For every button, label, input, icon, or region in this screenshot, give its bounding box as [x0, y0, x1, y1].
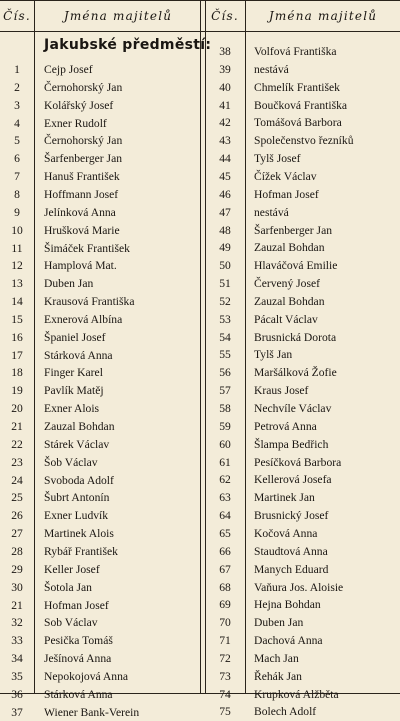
owner-name: Kraus Josef — [254, 384, 309, 398]
row-number: 42 — [219, 116, 231, 130]
row-number: 43 — [219, 134, 231, 148]
owner-name: Černohorský Jan — [44, 134, 123, 148]
owner-name: Čížek Václav — [254, 169, 317, 183]
row-number: 66 — [219, 544, 231, 558]
owner-name: Jelínková Anna — [44, 205, 116, 219]
row-number: 39 — [219, 62, 231, 76]
row-number: 48 — [219, 223, 231, 237]
owner-name: nestává — [254, 62, 289, 76]
row-number: 4 — [14, 116, 20, 130]
row-number: 63 — [219, 491, 231, 505]
row-number: 21 — [11, 598, 23, 612]
row-number: 3 — [14, 98, 20, 112]
owner-name: Pesička Tomáš — [44, 634, 113, 648]
owner-name: Červený Josef — [254, 277, 321, 291]
owner-name: Exner Ludvík — [44, 509, 109, 523]
row-number: 51 — [219, 277, 231, 291]
row-number: 29 — [11, 562, 23, 576]
row-number: 20 — [11, 402, 23, 416]
row-number: 44 — [219, 152, 231, 166]
row-number: 53 — [219, 312, 231, 326]
row-number: 41 — [219, 98, 231, 112]
owner-name: Volfová Františka — [254, 45, 337, 58]
owner-name: Hofman Josef — [44, 598, 109, 612]
row-number: 16 — [11, 330, 23, 344]
row-number: 35 — [11, 669, 23, 683]
owner-name: Hanuš František — [44, 170, 120, 184]
owner-name: Martinek Jan — [254, 491, 315, 505]
owner-name: Šimáček František — [44, 241, 130, 255]
owner-name: Maršálková Žofie — [254, 366, 337, 380]
row-number: 26 — [11, 509, 23, 523]
row-number: 7 — [14, 170, 20, 184]
owner-name: Krausová Františka — [44, 295, 135, 309]
owner-name: Duben Jan — [44, 277, 94, 291]
owner-name: Šob Václav — [44, 455, 98, 469]
row-number: 71 — [219, 634, 231, 648]
row-number: 34 — [11, 652, 23, 666]
owner-name: Pavlík Matěj — [44, 384, 104, 398]
owner-name: Stárek Václav — [44, 437, 110, 451]
owner-name: Brusnická Dorota — [254, 330, 337, 344]
owner-name: Exner Rudolf — [44, 116, 107, 130]
owner-name: Chmelík František — [254, 80, 340, 94]
owner-name: Brusnický Josef — [254, 509, 329, 523]
owner-name: Pesíčková Barbora — [254, 455, 342, 469]
owner-name: Tomášová Barbora — [254, 116, 342, 130]
owner-name: Šlampa Bedřich — [254, 437, 329, 451]
row-number: 6 — [14, 152, 20, 166]
row-number: 36 — [11, 687, 23, 701]
owner-name: Tylš Josef — [254, 152, 301, 166]
owner-name: Zauzal Bohdan — [44, 420, 115, 433]
row-number: 28 — [11, 544, 23, 558]
owner-name: Černohorský Jan — [44, 80, 123, 94]
owner-name: Nepokojová Anna — [44, 669, 129, 683]
owner-name: Hoffmann Josef — [44, 187, 119, 201]
owner-name: Kočová Anna — [254, 526, 318, 540]
owner-name: Manych Eduard — [254, 562, 329, 576]
owner-name: Staudtová Anna — [254, 544, 328, 558]
owner-name: nestává — [254, 205, 289, 219]
row-number: 37 — [11, 705, 23, 719]
owner-name: Ješínová Anna — [44, 652, 112, 666]
owner-name: Finger Karel — [44, 366, 103, 380]
header-left-owner: Jména majitelů — [63, 8, 173, 23]
row-number: 67 — [219, 562, 231, 576]
row-number: 72 — [219, 651, 231, 665]
section-title: Jakubské předměstí: — [44, 37, 212, 53]
owner-name: Hamplová Mat. — [44, 259, 117, 273]
row-number: 9 — [14, 205, 20, 219]
row-number: 25 — [11, 491, 23, 505]
owner-name: Keller Josef — [44, 562, 100, 576]
row-number: 45 — [219, 169, 231, 183]
row-number: 33 — [11, 634, 23, 648]
row-number: 61 — [219, 455, 231, 469]
row-number: 62 — [219, 473, 231, 487]
row-number: 27 — [11, 527, 23, 541]
row-number: 55 — [219, 348, 231, 362]
row-number: 73 — [219, 669, 231, 683]
owner-name: Petrová Anna — [254, 419, 317, 433]
row-number: 47 — [219, 205, 231, 219]
row-number: 74 — [219, 687, 231, 701]
owner-name: Hejna Bohdan — [254, 598, 321, 612]
owner-name: Pácalt Václav — [254, 312, 318, 326]
row-number: 52 — [219, 294, 231, 308]
owner-name: Stárková Anna — [44, 687, 113, 701]
row-number: 30 — [11, 580, 23, 594]
owner-name: Zauzal Bohdan — [254, 294, 325, 308]
row-number: 11 — [11, 241, 23, 255]
row-number: 56 — [219, 366, 231, 380]
owner-name: Rybář František — [44, 544, 118, 558]
row-number: 23 — [11, 455, 23, 469]
owner-name: Exnerová Albína — [44, 312, 123, 326]
owner-name: Hrušková Marie — [44, 223, 120, 237]
owner-name: Kolářský Josef — [44, 98, 114, 112]
owner-name: Nechvíle Václav — [254, 402, 332, 415]
owner-name: Svoboda Adolf — [44, 473, 114, 487]
owner-name: Španiel Josef — [44, 330, 106, 344]
row-number: 32 — [11, 616, 23, 630]
row-number: 40 — [219, 80, 231, 94]
row-number: 10 — [11, 223, 23, 237]
owner-name: Stárková Anna — [44, 348, 113, 362]
row-number: 75 — [219, 705, 231, 719]
owner-name: Tylš Jan — [254, 348, 293, 362]
owner-name: Krupková Alžběta — [254, 687, 339, 701]
row-number: 18 — [11, 366, 23, 380]
row-number: 54 — [219, 330, 231, 344]
row-number: 17 — [11, 348, 23, 362]
row-number: 22 — [11, 437, 23, 451]
owner-name: Šotola Jan — [44, 580, 92, 594]
owner-name: Wiener Bank-Verein — [44, 705, 140, 719]
row-number: 46 — [219, 187, 231, 201]
row-number: 8 — [14, 187, 20, 201]
row-number: 58 — [219, 402, 231, 415]
row-number: 2 — [14, 80, 20, 94]
row-number: 64 — [219, 509, 231, 523]
row-number: 13 — [11, 277, 23, 291]
row-number: 65 — [219, 526, 231, 540]
row-number: 57 — [219, 384, 231, 398]
row-number: 38 — [219, 45, 231, 58]
owner-name: Šubrt Antonín — [44, 491, 110, 505]
owner-name: Společenstvo řezníků — [254, 134, 354, 148]
right-number-divider — [245, 0, 246, 694]
row-number: 60 — [219, 437, 231, 451]
owner-name: Šarfenberger Jan — [44, 152, 123, 166]
row-number: 59 — [219, 419, 231, 433]
owner-name: Vaňura Jos. Aloisie — [254, 580, 344, 594]
owner-name: Hlaváčová Emilie — [254, 259, 338, 273]
owner-name: Řehák Jan — [254, 669, 302, 683]
row-number: 5 — [14, 134, 20, 148]
row-number: 24 — [11, 473, 23, 487]
owner-name: Mach Jan — [254, 651, 299, 665]
owner-name: Dachová Anna — [254, 634, 323, 648]
owner-name: Šarfenberger Jan — [254, 223, 333, 237]
left-number-divider — [34, 0, 35, 694]
row-number: 19 — [11, 384, 23, 398]
owner-name: Martinek Alois — [44, 527, 114, 541]
owner-name: Hofman Josef — [254, 187, 319, 201]
owner-name: Zauzal Bohdan — [254, 241, 325, 255]
row-number: 50 — [219, 259, 231, 273]
header-right-owner: Jména majitelů — [268, 8, 378, 23]
row-number: 49 — [219, 241, 231, 255]
owner-name: Sob Václav — [44, 616, 98, 630]
owner-name: Kellerová Josefa — [254, 473, 332, 487]
owner-name: Boučková Františka — [254, 98, 348, 112]
row-number: 12 — [11, 259, 23, 273]
row-number: 1 — [14, 63, 20, 76]
header-right-number: Čís. — [211, 8, 239, 23]
row-number: 21 — [11, 420, 23, 433]
row-number: 15 — [11, 312, 23, 326]
row-number: 70 — [219, 616, 231, 630]
owner-name: Bolech Adolf — [254, 705, 317, 719]
header-left-number: Čís. — [3, 8, 31, 23]
owner-name: Exner Alois — [44, 402, 100, 416]
row-number: 68 — [219, 580, 231, 594]
owner-name: Cejp Josef — [44, 63, 93, 76]
row-number: 69 — [219, 598, 231, 612]
row-number: 14 — [11, 295, 23, 309]
owner-name: Duben Jan — [254, 616, 304, 630]
